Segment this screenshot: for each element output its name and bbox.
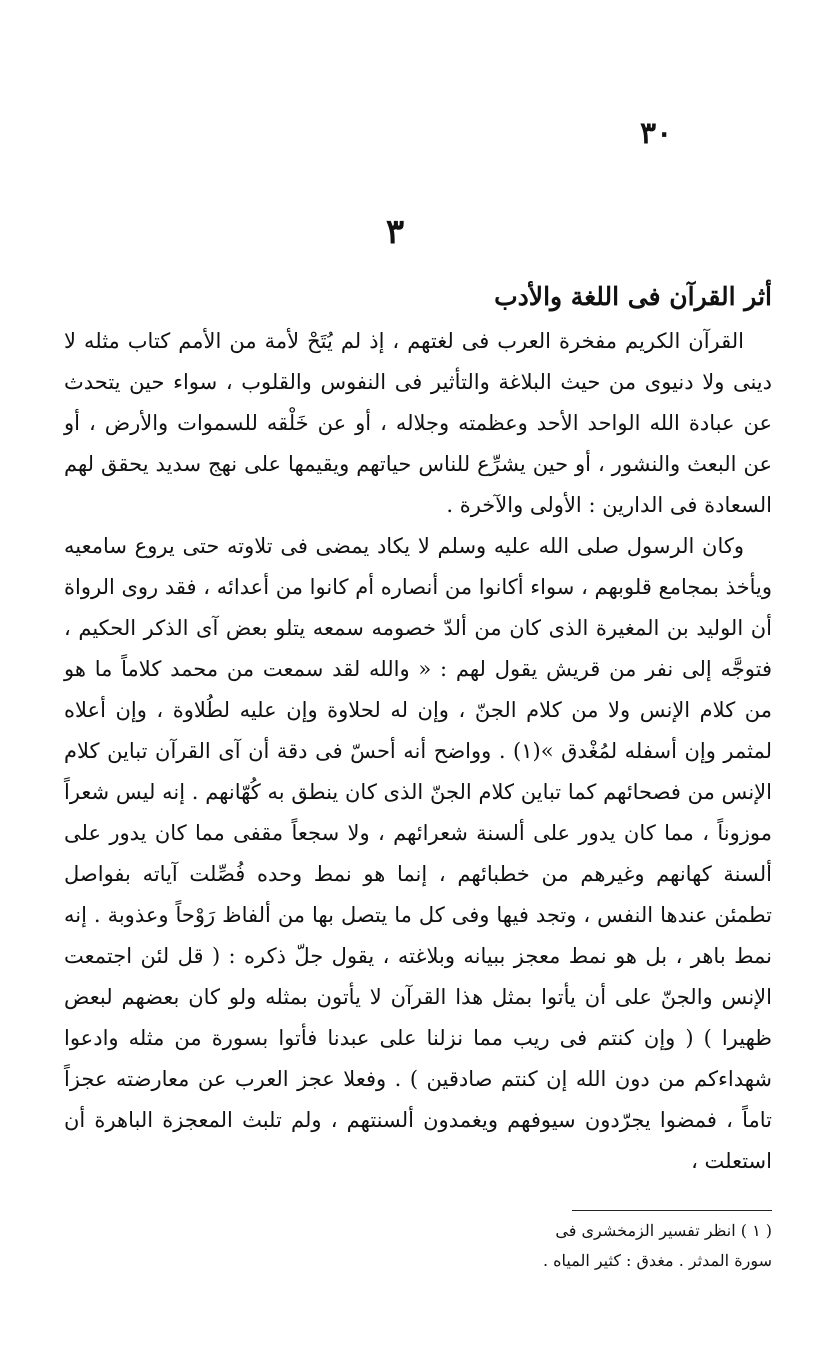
footnote-line: ( ١ ) انظر تفسير الزمخشرى فى xyxy=(555,1221,772,1240)
section-heading: أثر القرآن فى اللغة والأدب xyxy=(494,282,772,311)
footnote-divider xyxy=(572,1210,772,1211)
footnote-line: سورة المدثر . مغدق : كثير المياه . xyxy=(542,1251,772,1270)
section-number: ٣ xyxy=(385,212,405,252)
paragraph: القرآن الكريم مفخرة العرب فى لغتهم ، إذ لم يُتَحْ لأمة من الأمم كتاب مثله لا دينى ولا دنيوى من حيث البلاغة والتأثير فى النفوس والقلوب ، سواء حين يتحدث عن عبادة الله الواحد الأحد وعظمته وجلاله ، أو عن خَلْقه للسموات والأرض ، أو عن البعث والنشور ، أو حين يشرِّع للناس حياتهم ويقيمها على نهج سديد يحقق لهم السعادة فى الدارين : الأولى والآخرة . xyxy=(64,329,772,517)
page-number: ٣٠ xyxy=(640,116,673,151)
paragraph: وكان الرسول صلى الله عليه وسلم لا يكاد يمضى فى تلاوته حتى يروع سامعيه ويأخذ بمجامع قلوبهم ، سواء أكانوا من أنصاره أم كانوا من أعدائه ، فقد روى الرواة أن الوليد بن المغيرة الذى كان من ألدّ خصومه سمعه يتلو بعض آى الذكر الحكيم ، فتوجَّه إلى نفر من قريش يقول لهم : « والله لقد سمعت من محمد كلاماً ما هو من كلام الإنس ولا من كلام الجنّ ، وإن له لحلاوة وإن عليه لطُلاوة ، وإن أعلاه لمثمر وإن أسفله لمُغْدق »(١) . وواضح أنه أحسّ فى دقة أن آى القرآن تباين كلام الإنس من فصحائهم كما تباين كلام الجنّ الذى كان ينطق به كُهّانهم . إنه ليس شعراً موزوناً ، مما كان يدور على ألسنة شعرائهم ، ولا سجعاً مقفى مما كان يدور على ألسنة كهانهم وغيرهم من خطبائهم ، إنما هو نمط وحده فُصِّلت آياته بفواصل تطمئن عندها النفس ، وتجد فيها وفى كل ما يتصل بها من ألفاظ رَوْحاً وعذوبة . إنه نمط باهر ، بل هو نمط معجز ببيانه وبلاغته ، يقول جلّ ذكره : ( قل لئن اجتمعت الإنس والجنّ على أن يأتوا بمثل هذا القرآن لا يأتون بمثله ولو كان بعضهم لبعض ظهيرا ) ( وإن كنتم فى ريب مما نزلنا على عبدنا فأتوا بسورة من مثله وادعوا شهداءكم من دون الله إن كنتم صادقين ) . وفعلا عجز العرب عن معارضته عجزاً تاماً ، فمضوا يجرّدون سيوفهم ويغمدون ألسنتهم ، ولم تلبث المعجزة الباهرة أن استعلت ، xyxy=(64,534,772,1173)
body-text xyxy=(64,321,772,1182)
footnote xyxy=(432,1216,772,1276)
